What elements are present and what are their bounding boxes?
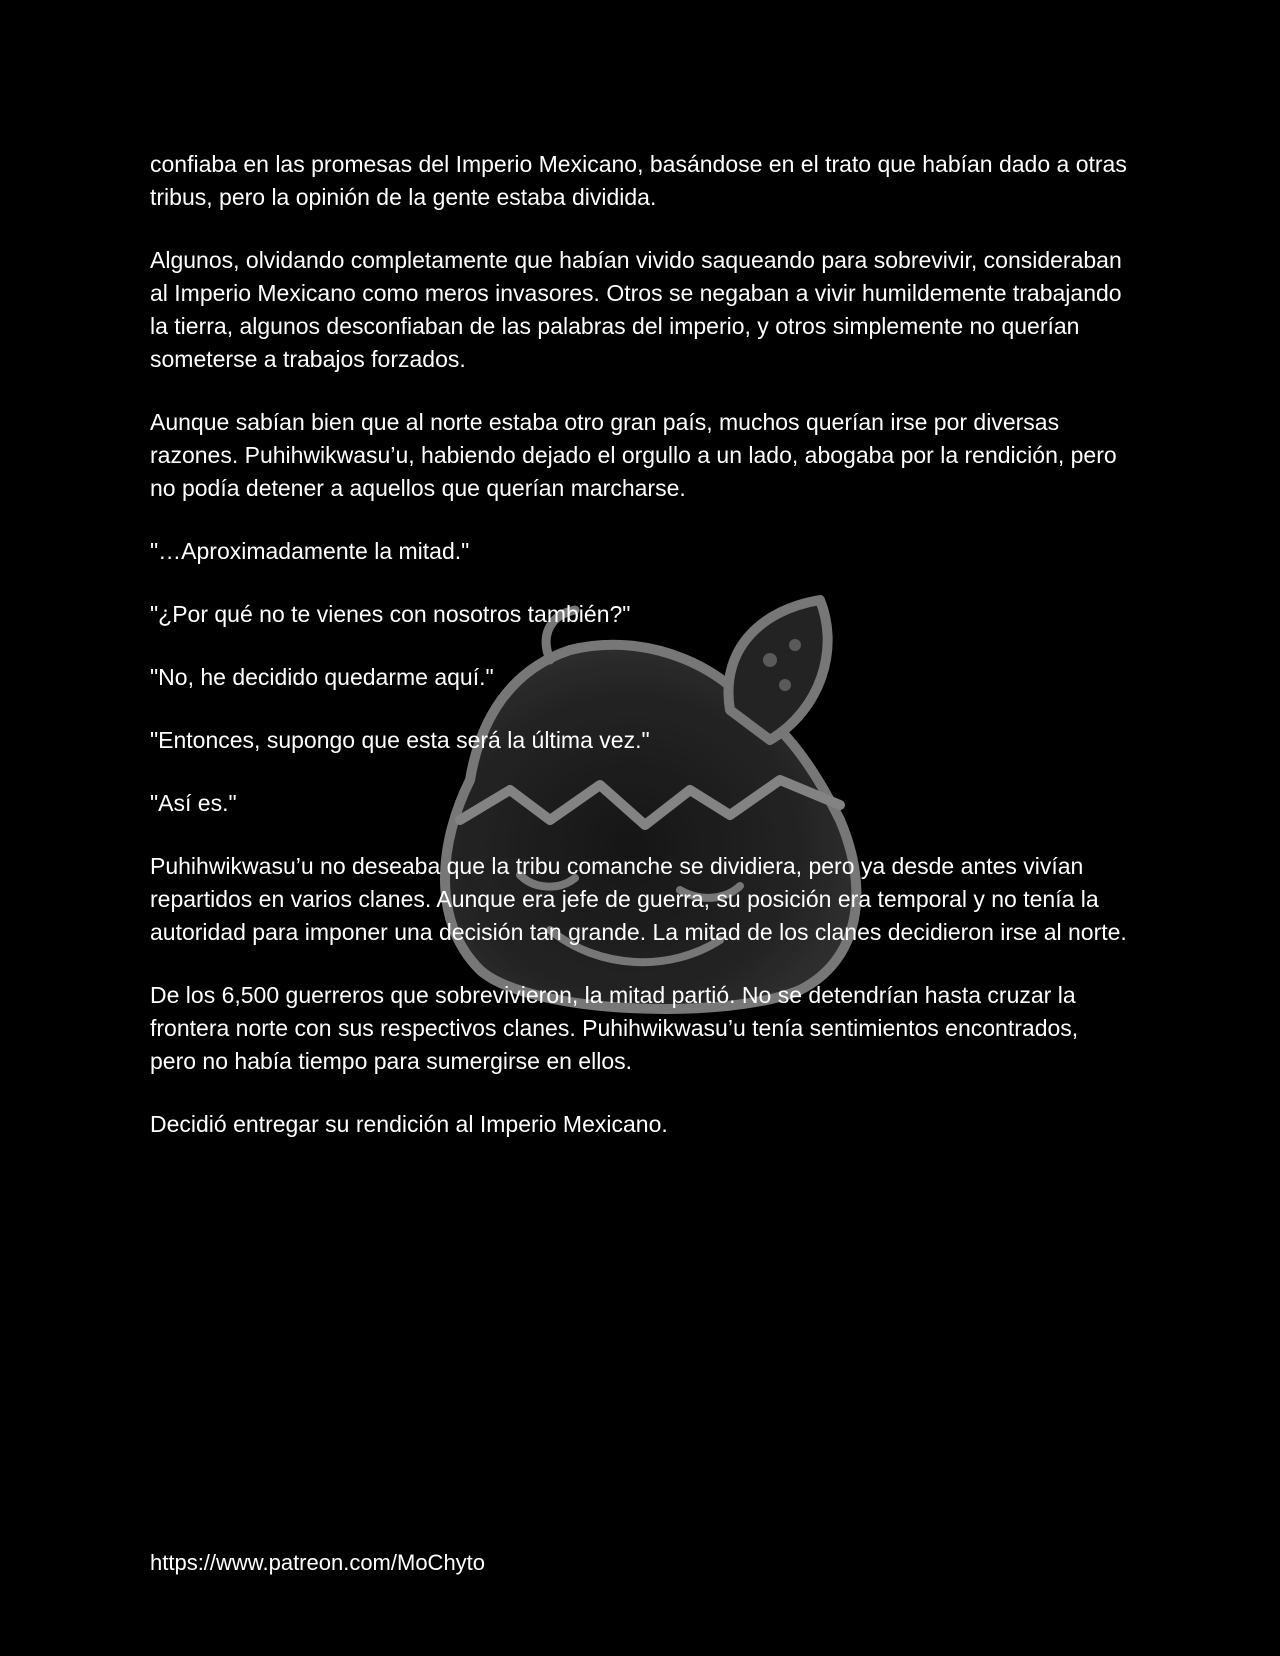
document-body bbox=[150, 148, 1130, 1171]
paragraph: confiaba en las promesas del Imperio Mexicano, basándose en el trato que habían dado a otras tribus, pero la opinión de la gente estaba dividida. bbox=[150, 151, 1127, 210]
dialogue-line: "No, he decidido quedarme aquí." bbox=[150, 664, 494, 690]
dialogue-line: "…Aproximadamente la mitad." bbox=[150, 538, 470, 564]
paragraph: De los 6,500 guerreros que sobrevivieron, la mitad partió. No se detendrían hasta cruzar la frontera norte con sus respectivos clanes. Puhihwikwasu’u tenía sentimientos encontrados, pero no había tiempo para sumergirse en ellos. bbox=[150, 982, 1079, 1074]
dialogue-line: "Así es." bbox=[150, 790, 237, 816]
patreon-link[interactable]: https://www.patreon.com/MoChyto bbox=[150, 1550, 486, 1575]
paragraph: Puhihwikwasu’u no deseaba que la tribu comanche se dividiera, pero ya desde antes vivían repartidos en varios clanes. Aunque era jefe de guerra, su posición era temporal y no tenía la autoridad para imponer una decisión tan grande. La mitad de los clanes decidieron irse al norte. bbox=[150, 853, 1127, 945]
dialogue-line: "Entonces, supongo que esta será la última vez." bbox=[150, 727, 650, 753]
paragraph: Aunque sabían bien que al norte estaba otro gran país, muchos querían irse por diversas razones. Puhihwikwasu’u, habiendo dejado el orgullo a un lado, abogaba por la rendición, pero no podía detener a aquellos que querían marcharse. bbox=[150, 409, 1117, 501]
dialogue-line: "¿Por qué no te vienes con nosotros también?" bbox=[150, 601, 631, 627]
paragraph: Decidió entregar su rendición al Imperio Mexicano. bbox=[150, 1111, 668, 1137]
paragraph: Algunos, olvidando completamente que habían vivido saqueando para sobrevivir, consideraban al Imperio Mexicano como meros invasores. Otros se negaban a vivir humildemente trabajando la tierra, algunos desconfiaban de las palabras del imperio, y otros simplemente no querían someterse a trabajos forzados. bbox=[150, 247, 1122, 372]
